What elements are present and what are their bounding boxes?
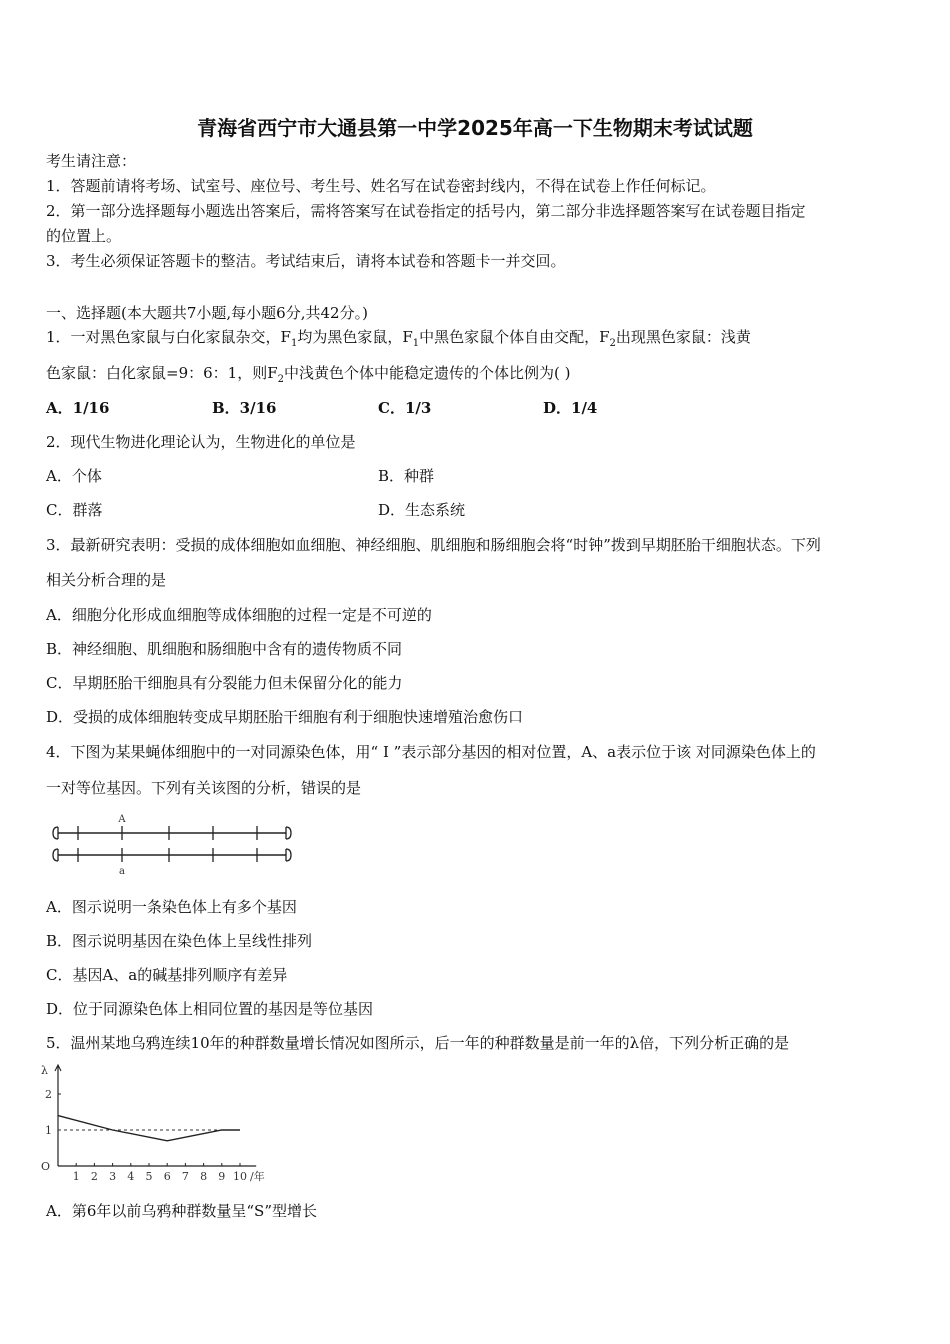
- q1-option-a[interactable]: A．1/16: [46, 399, 110, 417]
- x-axis-label: /年: [250, 1170, 265, 1183]
- x-tick-label: 6: [163, 1170, 171, 1183]
- q1-stem-line2: 色家鼠：白化家鼠=9：6：1，则$F_2$中浅黄色个体中能稳定遗传的个体比例为( ): [46, 364, 571, 385]
- q5-option-a[interactable]: A．第6年以前乌鸦种群数量呈“S”型增长: [46, 1202, 317, 1220]
- y-axis-label: λ: [41, 1064, 48, 1077]
- notice-heading: 考生请注意：: [46, 152, 137, 170]
- notice-item: 1．答题前请将考场、试室号、座位号、考生号、姓名写在试卷密封线内，不得在试卷上作任何标记。: [46, 177, 716, 195]
- q4-option-b[interactable]: B．图示说明基因在染色体上呈线性排列: [46, 932, 313, 950]
- q1-option-b[interactable]: B．3/16: [212, 399, 277, 417]
- origin-label: O: [40, 1160, 50, 1173]
- y-tick-label: 1: [45, 1124, 52, 1137]
- q4-stem-line1: 4．下图为某果蝇体细胞中的一对同源染色体，用“ I ”表示部分基因的相对位置，A、a表示位于该 对同源染色体上的: [46, 743, 816, 761]
- page-title: 青海省西宁市大通县第一中学2025年高一下生物期末考试试题: [197, 116, 753, 140]
- gene-label-lower: a: [119, 866, 125, 877]
- q2-stem: 2．现代生物进化理论认为，生物进化的单位是: [46, 433, 356, 451]
- y-tick-label: 2: [45, 1088, 52, 1101]
- notice-item: 2．第一部分选择题每小题选出答案后，需将答案写在试卷指定的括号内，第二部分非选择题答案写在试卷题目指定: [46, 202, 806, 220]
- x-tick-label: 4: [127, 1170, 135, 1183]
- notice-item: 3．考生必须保证答题卡的整洁。考试结束后，请将本试卷和答题卡一并交回。: [46, 252, 566, 270]
- q3-option-a[interactable]: A．细胞分化形成血细胞等成体细胞的过程一定是不可逆的: [46, 606, 432, 624]
- q4-option-c[interactable]: C．基因A、a的碱基排列顺序有差异: [46, 966, 288, 984]
- x-tick-label: 3: [109, 1170, 117, 1183]
- q3-option-c[interactable]: C．早期胚胎干细胞具有分裂能力但未保留分化的能力: [46, 674, 403, 692]
- x-tick-label: 5: [145, 1170, 153, 1183]
- q3-stem-line2: 相关分析合理的是: [46, 571, 167, 589]
- section-heading: 一、选择题(本大题共7小题,每小题6分,共42分。): [46, 304, 368, 322]
- q1-stem-line1: 1．一对黑色家鼠与白化家鼠杂交，$F_1$均为黑色家鼠，$F_1$中黑色家鼠个体自由交配，$F_2$出现黑色家鼠：浅黄: [46, 328, 751, 349]
- q4-stem-line2: 一对等位基因。下列有关该图的分析，错误的是: [46, 779, 362, 797]
- x-tick-label: 10: [233, 1170, 247, 1183]
- x-tick-label: 9: [218, 1170, 226, 1183]
- q3-option-b[interactable]: B．神经细胞、肌细胞和肠细胞中含有的遗传物质不同: [46, 640, 403, 658]
- lambda-line-chart: [40, 1062, 285, 1184]
- x-tick-label: 7: [181, 1170, 189, 1183]
- q1-option-c[interactable]: C．1/3: [378, 399, 432, 417]
- q4-option-a[interactable]: A．图示说明一条染色体上有多个基因: [46, 898, 297, 916]
- q1-option-d[interactable]: D．1/4: [543, 399, 598, 417]
- gene-label-upper: A: [118, 814, 126, 825]
- x-tick-label: 1: [72, 1170, 80, 1183]
- q3-stem-line1: 3．最新研究表明：受损的成体细胞如血细胞、神经细胞、肌细胞和肠细胞会将“时钟”拨到早期胚胎干细胞状态。下列: [46, 536, 821, 554]
- q2-option-b[interactable]: B．种群: [378, 467, 435, 485]
- q2-option-a[interactable]: A．个体: [46, 467, 102, 485]
- chromosome-figure: [48, 812, 298, 878]
- q4-option-d[interactable]: D．位于同源染色体上相同位置的基因是等位基因: [46, 1000, 374, 1018]
- q2-option-d[interactable]: D．生态系统: [378, 501, 466, 519]
- q2-option-c[interactable]: C．群落: [46, 501, 103, 519]
- series-line-lambda: [58, 1116, 240, 1141]
- upper-chromosome: [53, 814, 291, 840]
- q3-option-d[interactable]: D．受损的成体细胞转变成早期胚胎干细胞有利于细胞快速增殖治愈伤口: [46, 708, 524, 726]
- lower-chromosome: [53, 848, 291, 877]
- notice-item: 的位置上。: [46, 227, 122, 245]
- q5-stem: 5．温州某地乌鸦连续10年的种群数量增长情况如图所示，后一年的种群数量是前一年的λ倍，下列分析正确的是: [46, 1034, 790, 1052]
- x-tick-label: 2: [90, 1170, 98, 1183]
- x-tick-label: 8: [200, 1170, 208, 1183]
